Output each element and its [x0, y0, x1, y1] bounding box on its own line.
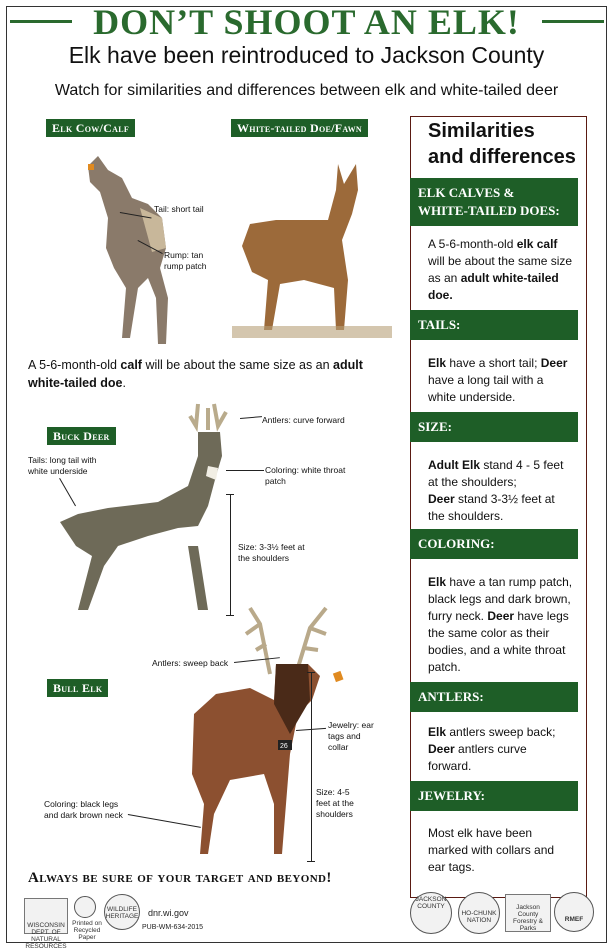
- sidebar-text-jewelry: Most elk have been marked with collars and ear tags.: [428, 826, 555, 874]
- note-bull-color-2: and dark brown neck: [44, 810, 123, 820]
- buck-size-bar: [230, 494, 231, 616]
- sidebar-text-calves: A 5-6-month-old elk calf will be about the same size as an adult white-tailed doe.: [428, 237, 573, 302]
- note-cow-rump-1: Rump: tan: [164, 250, 204, 260]
- bull-size-tick-bottom: [307, 861, 315, 862]
- sidebar-heading-size: SIZE:: [410, 412, 578, 442]
- elk-calf-image: [70, 148, 180, 348]
- page-title: DON’T SHOOT AN ELK!: [93, 2, 520, 42]
- publication-number: PUB-WM-634-2015: [142, 924, 204, 931]
- note-bull-jewelry-1: Jewelry: ear: [328, 720, 374, 730]
- sidebar-title: Similarities and differences: [428, 120, 576, 168]
- collar-tag-number: 26: [280, 743, 288, 750]
- sidebar-text-size: Adult Elk stand 4 - 5 feet at the shoulders; Deer stand 3-3½ feet at the shoulders.: [428, 458, 564, 523]
- sidebar-heading-jewelry: JEWELRY:: [410, 781, 578, 811]
- buck-size-tick-top: [226, 494, 234, 495]
- sidebar-heading-tails: TAILS:: [410, 310, 578, 340]
- label-bull-elk: Bull Elk: [47, 679, 108, 697]
- label-elk-cow: Elk Cow/Calf: [46, 119, 135, 137]
- buck-deer-image: [48, 396, 258, 616]
- note-cow-tail: Tail: short tail: [154, 204, 204, 214]
- calf-doe-caption: A 5-6-month-old calf will be about the same size as an adult white-tailed doe.: [28, 358, 363, 390]
- note-bull-size-1: Size: 4-5: [316, 787, 350, 797]
- sidebar-heading-calves: ELK CALVES & WHITE-TAILED DOES:: [410, 178, 578, 226]
- label-buck-deer: Buck Deer: [47, 427, 116, 445]
- bull-size-bar: [311, 672, 312, 862]
- safety-slogan: Always be sure of your target and beyond!: [28, 870, 332, 886]
- white-tailed-doe-image: [232, 160, 392, 340]
- sidebar-heading-antlers: ANTLERS:: [410, 682, 578, 712]
- bull-size-tick-top: [307, 672, 315, 673]
- buck-size-tick-bottom: [226, 615, 234, 616]
- note-buck-size-1: Size: 3-3½ feet at: [238, 542, 305, 552]
- sidebar-heading-coloring: COLORING:: [410, 529, 578, 559]
- ho-chunk-text: HO-CHUNK NATION: [461, 910, 497, 924]
- rmef-logo: [554, 892, 594, 932]
- note-bull-size-3: shoulders: [316, 809, 353, 819]
- recycle-icon: [74, 896, 96, 918]
- page-tagline: Watch for similarities and differences between elk and white-tailed deer: [54, 82, 559, 99]
- page-subtitle: Elk have been reintroduced to Jackson County: [68, 42, 545, 68]
- note-buck-tail-2: white underside: [28, 466, 88, 476]
- note-bull-jewelry-3: collar: [328, 742, 349, 752]
- sidebar-text-tails: Elk have a short tail; Deer have a long tail with a white underside.: [428, 356, 568, 404]
- sidebar-text-antlers: Elk antlers sweep back; Deer antlers curve forward.: [428, 725, 556, 773]
- note-bull-antlers: Antlers: sweep back: [152, 658, 229, 668]
- dnr-logo-text: WISCONSIN DEPT. OF NATURAL RESOURCES: [25, 922, 67, 949]
- note-buck-color-2: patch: [265, 476, 286, 486]
- note-buck-tail-1: Tails: long tail with: [28, 455, 97, 465]
- note-buck-antlers: Antlers: curve forward: [262, 415, 345, 425]
- note-bull-size-2: feet at the: [316, 798, 354, 808]
- dnr-website[interactable]: dnr.wi.gov: [148, 908, 189, 918]
- note-cow-rump-2: rump patch: [164, 261, 207, 271]
- recycled-paper-text: Printed on Recycled Paper: [72, 920, 102, 941]
- note-buck-color-1: Coloring: white throat: [265, 465, 346, 475]
- jackson-county-text: JACKSON COUNTY: [415, 896, 447, 910]
- bull-elk-image: [190, 604, 350, 864]
- sidebar-text-coloring: Elk have a tan rump patch, black legs and dark brown, furry neck. Deer have legs the same color as their bodies, and a white throat patch.: [428, 575, 573, 674]
- note-buck-size-2: the shoulders: [238, 553, 290, 563]
- label-doe-fawn: White-tailed Doe/Fawn: [231, 119, 368, 137]
- note-bull-jewelry-2: tags and: [328, 731, 361, 741]
- pointer-buck-color: [226, 470, 264, 471]
- note-bull-color-1: Coloring: black legs: [44, 799, 119, 809]
- rmef-text: RMEF: [564, 916, 584, 923]
- wildlife-heritage-text: WILDLIFE HERITAGE: [105, 906, 139, 920]
- forestry-parks-text: Jackson County Forestry & Parks: [513, 904, 543, 932]
